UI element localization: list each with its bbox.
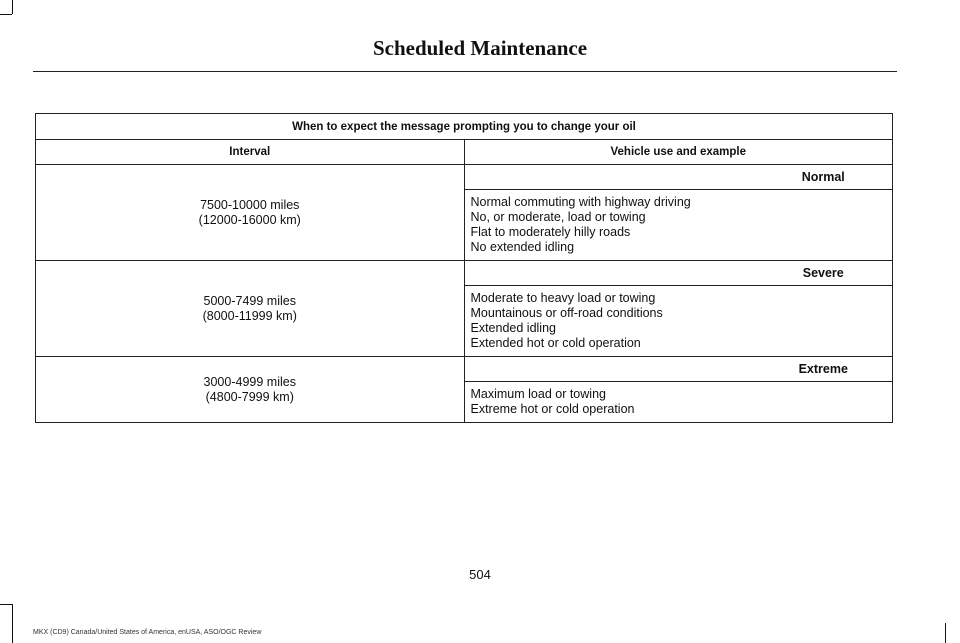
interval-miles: 5000-7499 miles <box>203 293 296 308</box>
condition-item: Mountainous or off-road conditions <box>470 306 663 320</box>
table-caption-row <box>36 114 893 140</box>
condition-item: Moderate to heavy load or towing <box>470 291 656 305</box>
interval-km: (4800-7999 km) <box>205 389 294 404</box>
oil-change-table <box>35 113 893 423</box>
interval-cell <box>36 165 465 261</box>
condition-item: Normal commuting with highway driving <box>470 195 691 209</box>
interval-miles: 3000-4999 miles <box>203 374 296 389</box>
condition-item: Extreme hot or cold operation <box>470 402 635 416</box>
condition-item: Extended idling <box>470 321 556 335</box>
crop-mark <box>0 604 12 605</box>
interval-km: (8000-11999 km) <box>202 308 297 323</box>
condition-item: Flat to moderately hilly roads <box>470 225 631 239</box>
table-row <box>36 261 893 286</box>
column-header-interval: Interval <box>36 140 465 165</box>
conditions-cell <box>464 286 893 357</box>
category-label: Normal <box>464 165 893 190</box>
footer-text: MKX (CD9) Canada/United States of America, enUSA, ASO/OGC Review <box>33 629 262 636</box>
crop-mark <box>12 604 13 643</box>
category-label: Extreme <box>464 357 893 382</box>
table-row <box>36 165 893 190</box>
condition-item: No extended idling <box>470 240 575 254</box>
condition-item: No, or moderate, load or towing <box>470 210 646 224</box>
page-number: 504 <box>469 567 491 582</box>
crop-mark <box>12 0 13 14</box>
crop-mark <box>945 623 946 643</box>
interval-km: (12000-16000 km) <box>198 212 301 227</box>
interval-cell <box>36 261 465 357</box>
condition-item: Extended hot or cold operation <box>470 336 641 350</box>
table-header-row <box>36 140 893 165</box>
condition-item: Maximum load or towing <box>470 387 606 401</box>
conditions-cell <box>464 382 893 423</box>
table-row <box>36 357 893 382</box>
header-divider <box>33 71 897 72</box>
interval-cell <box>36 357 465 423</box>
category-label: Severe <box>464 261 893 286</box>
table-caption: When to expect the message prompting you to change your oil <box>36 114 893 140</box>
column-header-vehicle-use: Vehicle use and example <box>464 140 893 165</box>
conditions-cell <box>464 190 893 261</box>
interval-miles: 7500-10000 miles <box>200 197 300 212</box>
crop-mark <box>0 14 12 15</box>
page-title: Scheduled Maintenance <box>372 36 588 60</box>
